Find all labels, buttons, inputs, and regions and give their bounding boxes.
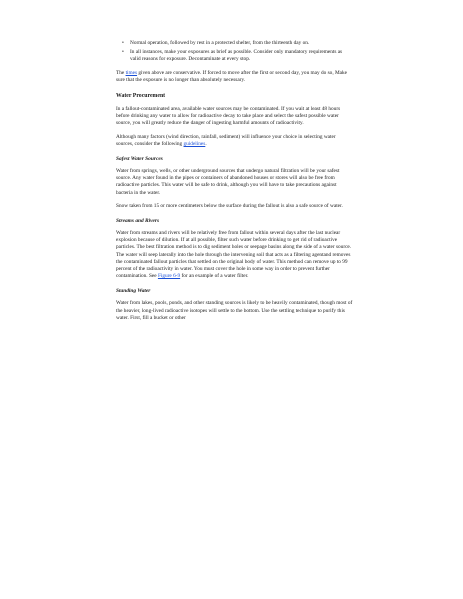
times-paragraph	[116, 70, 354, 84]
guidelines-link[interactable]: guidelines	[183, 140, 206, 147]
safest-water-heading: Safest Water Sources	[116, 156, 163, 163]
safest-water-paragraph: Water from springs, wells, or other underground sources that undergo natural filtration will be your safest source. Any water found in the pipes or containers of abandoned houses or stores will also be free from radioactive particles. This water will be safe to drink, although you will have to take precautions against bacteria in the water.	[116, 168, 340, 196]
guidelines-paragraph-after: .	[205, 140, 207, 147]
streams-paragraph-before: Water from streams and rivers will be relatively free from fallout within several days after the last nuclear explosion because of dilution. If at all possible, filter such water before drinking to get rid of radioactive particles. The best filtration method is to dig sediment holes or seepage basins along the side of a water source. The water will seep laterally into the hole through the intervening soil that acts as a filtering agentand removes the contaminated fallout particles that settled on the original body of water. This method can remove up to 99 percent of the radioactivity in water. You must cover the hole in some way in order to prevent further contamination. See	[116, 230, 352, 280]
streams-rivers-heading: Streams and Rivers	[116, 218, 160, 225]
standing-water-paragraph: Water from lakes, pools, ponds, and other standing sources is likely to be heavily contaminated, though most of the heavier, long-lived radioactive isotopes will settle to the bottom. Use the settling technique to purify this water. First, fill a bucket or other	[116, 300, 353, 321]
standing-water-heading: Standing Water	[116, 288, 151, 295]
document-page	[116, 40, 354, 328]
water-procurement-paragraph: In a fallout-contaminated area, available water sources may be contaminated. If you wait at least 48 hours before drinking any water to allow for radioactive decay to take place and select the safest possible water source, you will greatly reduce the danger of ingesting harmful amounts of radioactivity.	[116, 106, 341, 127]
streams-paragraph-after: for an example of a water filter.	[180, 273, 249, 280]
figure-6-9-link[interactable]: Figure 6-9	[157, 273, 181, 280]
times-paragraph-before: The	[116, 69, 126, 76]
times-paragraph-after: given above are conservative. If forced to move after the first or second day, you may do so, Make sure that the exposure is no longer than absolutely necessary.	[116, 69, 348, 83]
exposure-bullet-list	[116, 40, 354, 64]
guidelines-paragraph-before: Although many factors (wind direction, rainfall, sediment) will influence your choice in selecting water sources, consider the following	[116, 133, 336, 147]
snow-paragraph: Snow taken from 15 or more centimeters below the surface during the fallout is also a safe source of water.	[116, 202, 343, 209]
water-procurement-heading: Water Procurement	[116, 93, 166, 100]
streams-rivers-paragraph	[116, 230, 354, 280]
guidelines-paragraph	[116, 134, 354, 148]
list-item: • In all instances, make your exposures as brief as possible. Consider only mandatory requirements as valid reasons for exposure. Decontaminate at every stop.	[130, 49, 354, 63]
times-link[interactable]: times	[125, 69, 138, 76]
list-item: • Normal operation, followed by rest in a protected shelter, from the thirteenth day on.	[130, 40, 354, 47]
